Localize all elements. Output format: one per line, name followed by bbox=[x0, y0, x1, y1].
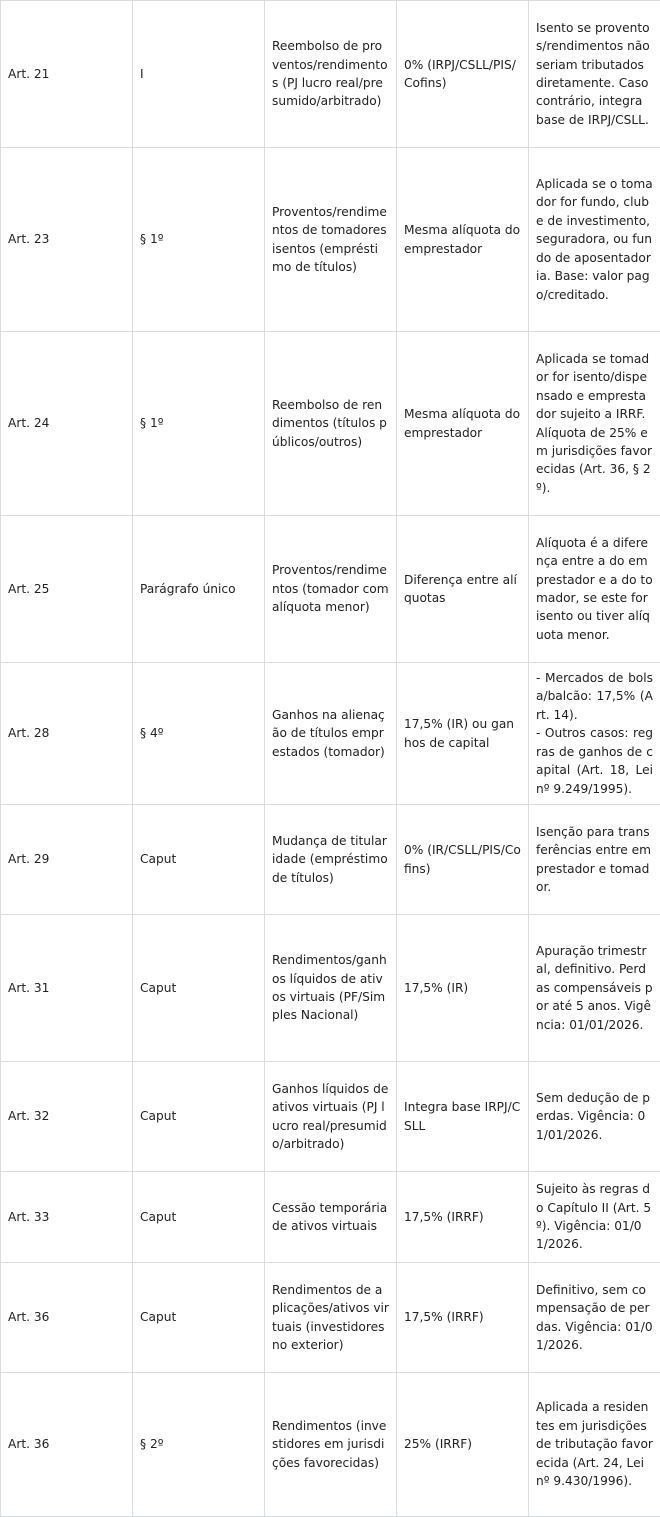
provision-cell: Caput bbox=[133, 1263, 265, 1373]
article-cell: Art. 31 bbox=[1, 915, 133, 1062]
rate-cell: 17,5% (IR) bbox=[397, 915, 529, 1062]
rate-cell: 25% (IRRF) bbox=[397, 1373, 529, 1517]
table-row bbox=[1, 805, 660, 915]
article-cell: Art. 36 bbox=[1, 1373, 133, 1517]
provision-cell: Caput bbox=[133, 1062, 265, 1172]
table-row bbox=[1, 663, 660, 805]
rate-cell: Mesma alíquota do emprestador bbox=[397, 148, 529, 332]
article-cell: Art. 36 bbox=[1, 1263, 133, 1373]
table-row bbox=[1, 1062, 660, 1172]
table-row bbox=[1, 1172, 660, 1263]
notes-cell: Alíquota é a diferença entre a do emprestador e a do tomador, se este for isento ou tiver alíquota menor. bbox=[529, 516, 660, 663]
provision-cell: § 4º bbox=[133, 663, 265, 805]
article-cell: Art. 25 bbox=[1, 516, 133, 663]
rate-cell: Diferença entre alíquotas bbox=[397, 516, 529, 663]
notes-cell: Aplicada a residentes em jurisdições de tributação favorecida (Art. 24, Lei nº 9.430/1996). bbox=[529, 1373, 660, 1517]
rate-cell: Integra base IRPJ/CSLL bbox=[397, 1062, 529, 1172]
article-cell: Art. 24 bbox=[1, 332, 133, 516]
provision-cell: § 1º bbox=[133, 332, 265, 516]
description-cell: Proventos/rendimentos de tomadores isentos (empréstimo de títulos) bbox=[265, 148, 397, 332]
provision-cell: § 1º bbox=[133, 148, 265, 332]
article-cell: Art. 29 bbox=[1, 805, 133, 915]
rate-cell: 17,5% (IRRF) bbox=[397, 1263, 529, 1373]
rate-cell: 17,5% (IRRF) bbox=[397, 1172, 529, 1263]
notes-cell: Isento se proventos/rendimentos não seriam tributados diretamente. Caso contrário, integra base de IRPJ/CSLL. bbox=[529, 1, 660, 148]
table-row bbox=[1, 1, 660, 148]
provision-cell: Caput bbox=[133, 915, 265, 1062]
article-cell: Art. 21 bbox=[1, 1, 133, 148]
table-row bbox=[1, 148, 660, 332]
description-cell: Reembolso de rendimentos (títulos públicos/outros) bbox=[265, 332, 397, 516]
notes-cell: Sujeito às regras do Capítulo II (Art. 5º). Vigência: 01/01/2026. bbox=[529, 1172, 660, 1263]
table-row bbox=[1, 332, 660, 516]
rate-cell: 17,5% (IR) ou ganhos de capital bbox=[397, 663, 529, 805]
table-row bbox=[1, 1263, 660, 1373]
notes-cell: Definitivo, sem compensação de perdas. Vigência: 01/01/2026. bbox=[529, 1263, 660, 1373]
article-cell: Art. 32 bbox=[1, 1062, 133, 1172]
provision-cell: Caput bbox=[133, 805, 265, 915]
rate-cell: Mesma alíquota do emprestador bbox=[397, 332, 529, 516]
notes-cell: Apuração trimestral, definitivo. Perdas compensáveis por até 5 anos. Vigência: 01/01/2026. bbox=[529, 915, 660, 1062]
description-cell: Mudança de titularidade (empréstimo de títulos) bbox=[265, 805, 397, 915]
provision-cell: Parágrafo único bbox=[133, 516, 265, 663]
description-cell: Proventos/rendimentos (tomador com alíquota menor) bbox=[265, 516, 397, 663]
article-cell: Art. 28 bbox=[1, 663, 133, 805]
notes-cell: Sem dedução de perdas. Vigência: 01/01/2026. bbox=[529, 1062, 660, 1172]
description-cell: Ganhos líquidos de ativos virtuais (PJ lucro real/presumido/arbitrado) bbox=[265, 1062, 397, 1172]
description-cell: Cessão temporária de ativos virtuais bbox=[265, 1172, 397, 1263]
rate-cell: 0% (IRPJ/CSLL/PIS/Cofins) bbox=[397, 1, 529, 148]
article-cell: Art. 23 bbox=[1, 148, 133, 332]
notes-cell: Isenção para transferências entre emprestador e tomador. bbox=[529, 805, 660, 915]
description-cell: Rendimentos/ganhos líquidos de ativos virtuais (PF/Simples Nacional) bbox=[265, 915, 397, 1062]
provision-cell: Caput bbox=[133, 1172, 265, 1263]
description-cell: Reembolso de proventos/rendimentos (PJ lucro real/presumido/arbitrado) bbox=[265, 1, 397, 148]
rate-cell: 0% (IR/CSLL/PIS/Cofins) bbox=[397, 805, 529, 915]
notes-cell: - Mercados de bolsa/balcão: 17,5% (Art. 14). - Outros casos: regras de ganhos de capital (Art. 18, Lei nº 9.249/1995). bbox=[529, 663, 660, 805]
article-cell: Art. 33 bbox=[1, 1172, 133, 1263]
table-row bbox=[1, 516, 660, 663]
description-cell: Ganhos na alienação de títulos emprestados (tomador) bbox=[265, 663, 397, 805]
description-cell: Rendimentos de aplicações/ativos virtuais (investidores no exterior) bbox=[265, 1263, 397, 1373]
table-row bbox=[1, 1373, 660, 1517]
provision-cell: I bbox=[133, 1, 265, 148]
description-cell: Rendimentos (investidores em jurisdições favorecidas) bbox=[265, 1373, 397, 1517]
table-row bbox=[1, 915, 660, 1062]
provision-cell: § 2º bbox=[133, 1373, 265, 1517]
notes-cell: Aplicada se o tomador for fundo, clube de investimento, seguradora, ou fundo de aposentadoria. Base: valor pago/creditado. bbox=[529, 148, 660, 332]
notes-cell: Aplicada se tomador for isento/dispensado e emprestador sujeito a IRRF. Alíquota de 25% em jurisdições favorecidas (Art. 36, § 2º). bbox=[529, 332, 660, 516]
